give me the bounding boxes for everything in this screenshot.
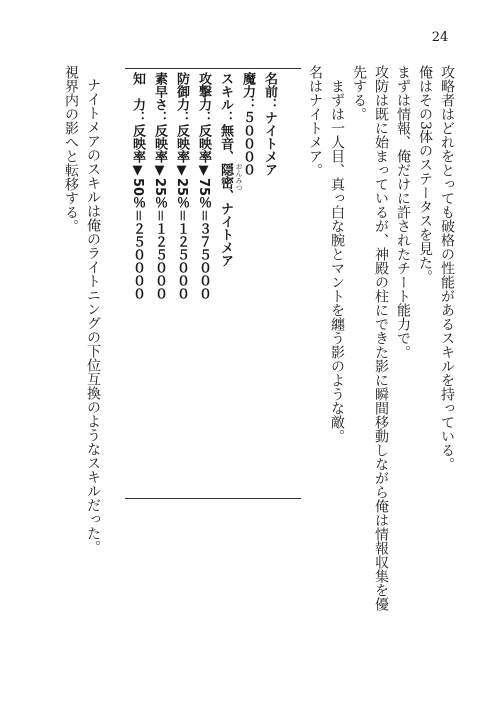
- text-line: 攻略者はどれをとっても破格の性能があるスキルを持っている。: [439, 65, 455, 471]
- page-number: 24: [431, 30, 449, 45]
- status-intellect: 知 力：反映率▼50％＝２５００００: [130, 72, 145, 301]
- text-line: ナイトメアのスキルは俺のライトニングの下位互換のようなスキルだった。: [85, 78, 101, 554]
- text-line: まずは情報、俺だけに許されたチート能力で。: [395, 65, 411, 359]
- text-line: 視界内の影へと転移する。: [63, 65, 79, 233]
- status-rule-bottom: [125, 498, 301, 499]
- status-magic: 魔力：５００００: [240, 72, 255, 176]
- status-name: 名前：ナイトメア: [262, 72, 277, 176]
- status-skill-ruby: おんみつ: [235, 163, 243, 191]
- text-line: 名はナイトメア。: [307, 65, 323, 177]
- status-rule-top: [125, 68, 301, 69]
- text-line: 俺はその3体のステータスを見た。: [417, 65, 433, 284]
- status-defense: 防御力：反映率▼25％＝１２５０００: [174, 72, 189, 301]
- status-skill: スキル：無音、隠密、ナイトメア: [218, 72, 233, 267]
- text-line: 攻防は既に始まっているが、神殿の柱にできた影に瞬間移動しながら俺は情報収集を優: [373, 65, 389, 611]
- text-line: 先する。: [351, 65, 367, 121]
- status-attack: 攻撃力：反映率▼75％＝３７５０００: [196, 72, 211, 301]
- status-speed: 素早さ：反映率▼25％＝１２５０００: [152, 72, 167, 301]
- text-line: まずは一人目、真っ白な腕とマントを纏う影のような敵。: [329, 65, 345, 443]
